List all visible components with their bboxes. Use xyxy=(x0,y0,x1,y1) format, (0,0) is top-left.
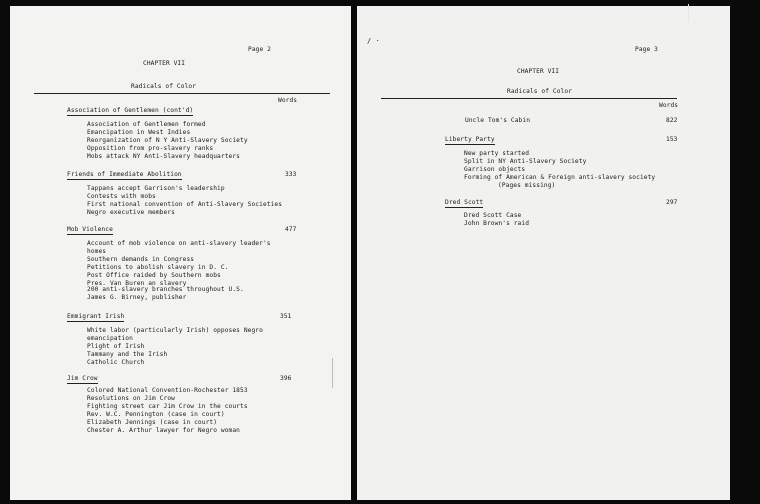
section-item: Tammany and the Irish xyxy=(87,351,168,358)
word-count: 351 xyxy=(280,313,292,320)
section-item: Colored National Convention-Rochester 1853 xyxy=(87,387,248,394)
section-item: Southern demands in Congress xyxy=(87,256,195,263)
chapter-label: CHAPTER VII xyxy=(143,60,186,67)
section-heading: Jim Crow xyxy=(67,375,98,382)
margin-mark xyxy=(332,358,333,388)
words-column-header: Words xyxy=(659,102,679,109)
section-item: Forming of American & Foreign anti-slavery society xyxy=(464,174,656,181)
section-heading: Dred Scott xyxy=(445,199,484,206)
section-item: Mobs attack NY Anti-Slavery headquarters xyxy=(87,153,241,160)
words-column-header: Words xyxy=(278,97,298,104)
section-heading: Mob Violence xyxy=(67,226,113,233)
word-count: 297 xyxy=(666,199,678,206)
section-item: Plight of Irish xyxy=(87,343,145,350)
section-item: Elizabeth Jennings (case in court) xyxy=(87,419,218,426)
section-heading: Friends of Immediate Abolition xyxy=(67,171,182,178)
section-item: 200 anti-slavery branches throughout U.S. xyxy=(87,286,244,293)
section-item: Fighting street car Jim Crow in the courts xyxy=(87,403,248,410)
section-heading: Uncle Tom's Cabin xyxy=(465,117,531,124)
word-count: 333 xyxy=(285,171,297,178)
section-item: homes xyxy=(87,248,107,255)
section-heading: Association of Gentlemen (cont'd) xyxy=(67,107,194,114)
word-count: 396 xyxy=(280,375,292,382)
word-count: 477 xyxy=(285,226,297,233)
left-page xyxy=(10,6,351,500)
edge-mark xyxy=(688,4,689,22)
section-item: Opposition from pro-slavery ranks xyxy=(87,145,214,152)
section-item: (Pages missing) xyxy=(498,182,556,189)
section-item: emancipation xyxy=(87,335,133,342)
section-item: Contests with mobs xyxy=(87,193,156,200)
section-item: Resolutions on Jim Crow xyxy=(87,395,175,402)
word-count: 822 xyxy=(666,117,678,124)
section-heading: Emmigrant Irish xyxy=(67,313,125,320)
section-item: Negro executive members xyxy=(87,209,175,216)
section-item: Emancipation in West Indies xyxy=(87,129,191,136)
section-heading: Liberty Party xyxy=(445,136,495,143)
corner-mark: / · xyxy=(367,37,380,45)
section-item: Tappans accept Garrison's leadership xyxy=(87,185,225,192)
section-item: New party started xyxy=(464,150,530,157)
section-item: Split in NY Anti-Slavery Society xyxy=(464,158,587,165)
page-number: Page 2 xyxy=(248,46,271,53)
section-item: John Brown's raid xyxy=(464,220,530,227)
section-item: Dred Scott Case xyxy=(464,212,522,219)
word-count: 153 xyxy=(666,136,678,143)
section-item: Chester A. Arthur lawyer for Negro woman xyxy=(87,427,241,434)
chapter-title: Radicals of Color xyxy=(131,83,197,90)
page-number: Page 3 xyxy=(635,46,658,53)
section-item: Reorganization of N Y Anti-Slavery Society xyxy=(87,137,248,144)
section-item: Post Office raided by Southern mobs xyxy=(87,272,221,279)
section-item: Account of mob violence on anti-slavery leader's xyxy=(87,240,271,247)
section-item: Pres. Van Buren an slavery xyxy=(87,280,187,287)
right-page xyxy=(357,6,730,500)
section-item: Garrison objects xyxy=(464,166,526,173)
chapter-label: CHAPTER VII xyxy=(517,68,560,75)
title-rule xyxy=(34,93,330,94)
section-item: White labor (particularly Irish) opposes Negro xyxy=(87,327,263,334)
title-rule xyxy=(381,98,677,99)
section-item: Petitions to abolish slavery in D. C. xyxy=(87,264,229,271)
section-item: Association of Gentlemen formed xyxy=(87,121,206,128)
section-item: James G. Birney, publisher xyxy=(87,294,187,301)
section-item: Catholic Church xyxy=(87,359,145,366)
section-item: First national convention of Anti-Slavery Societies xyxy=(87,201,283,208)
chapter-title: Radicals of Color xyxy=(507,88,573,95)
section-item: Rev. W.C. Pennington (case in court) xyxy=(87,411,225,418)
